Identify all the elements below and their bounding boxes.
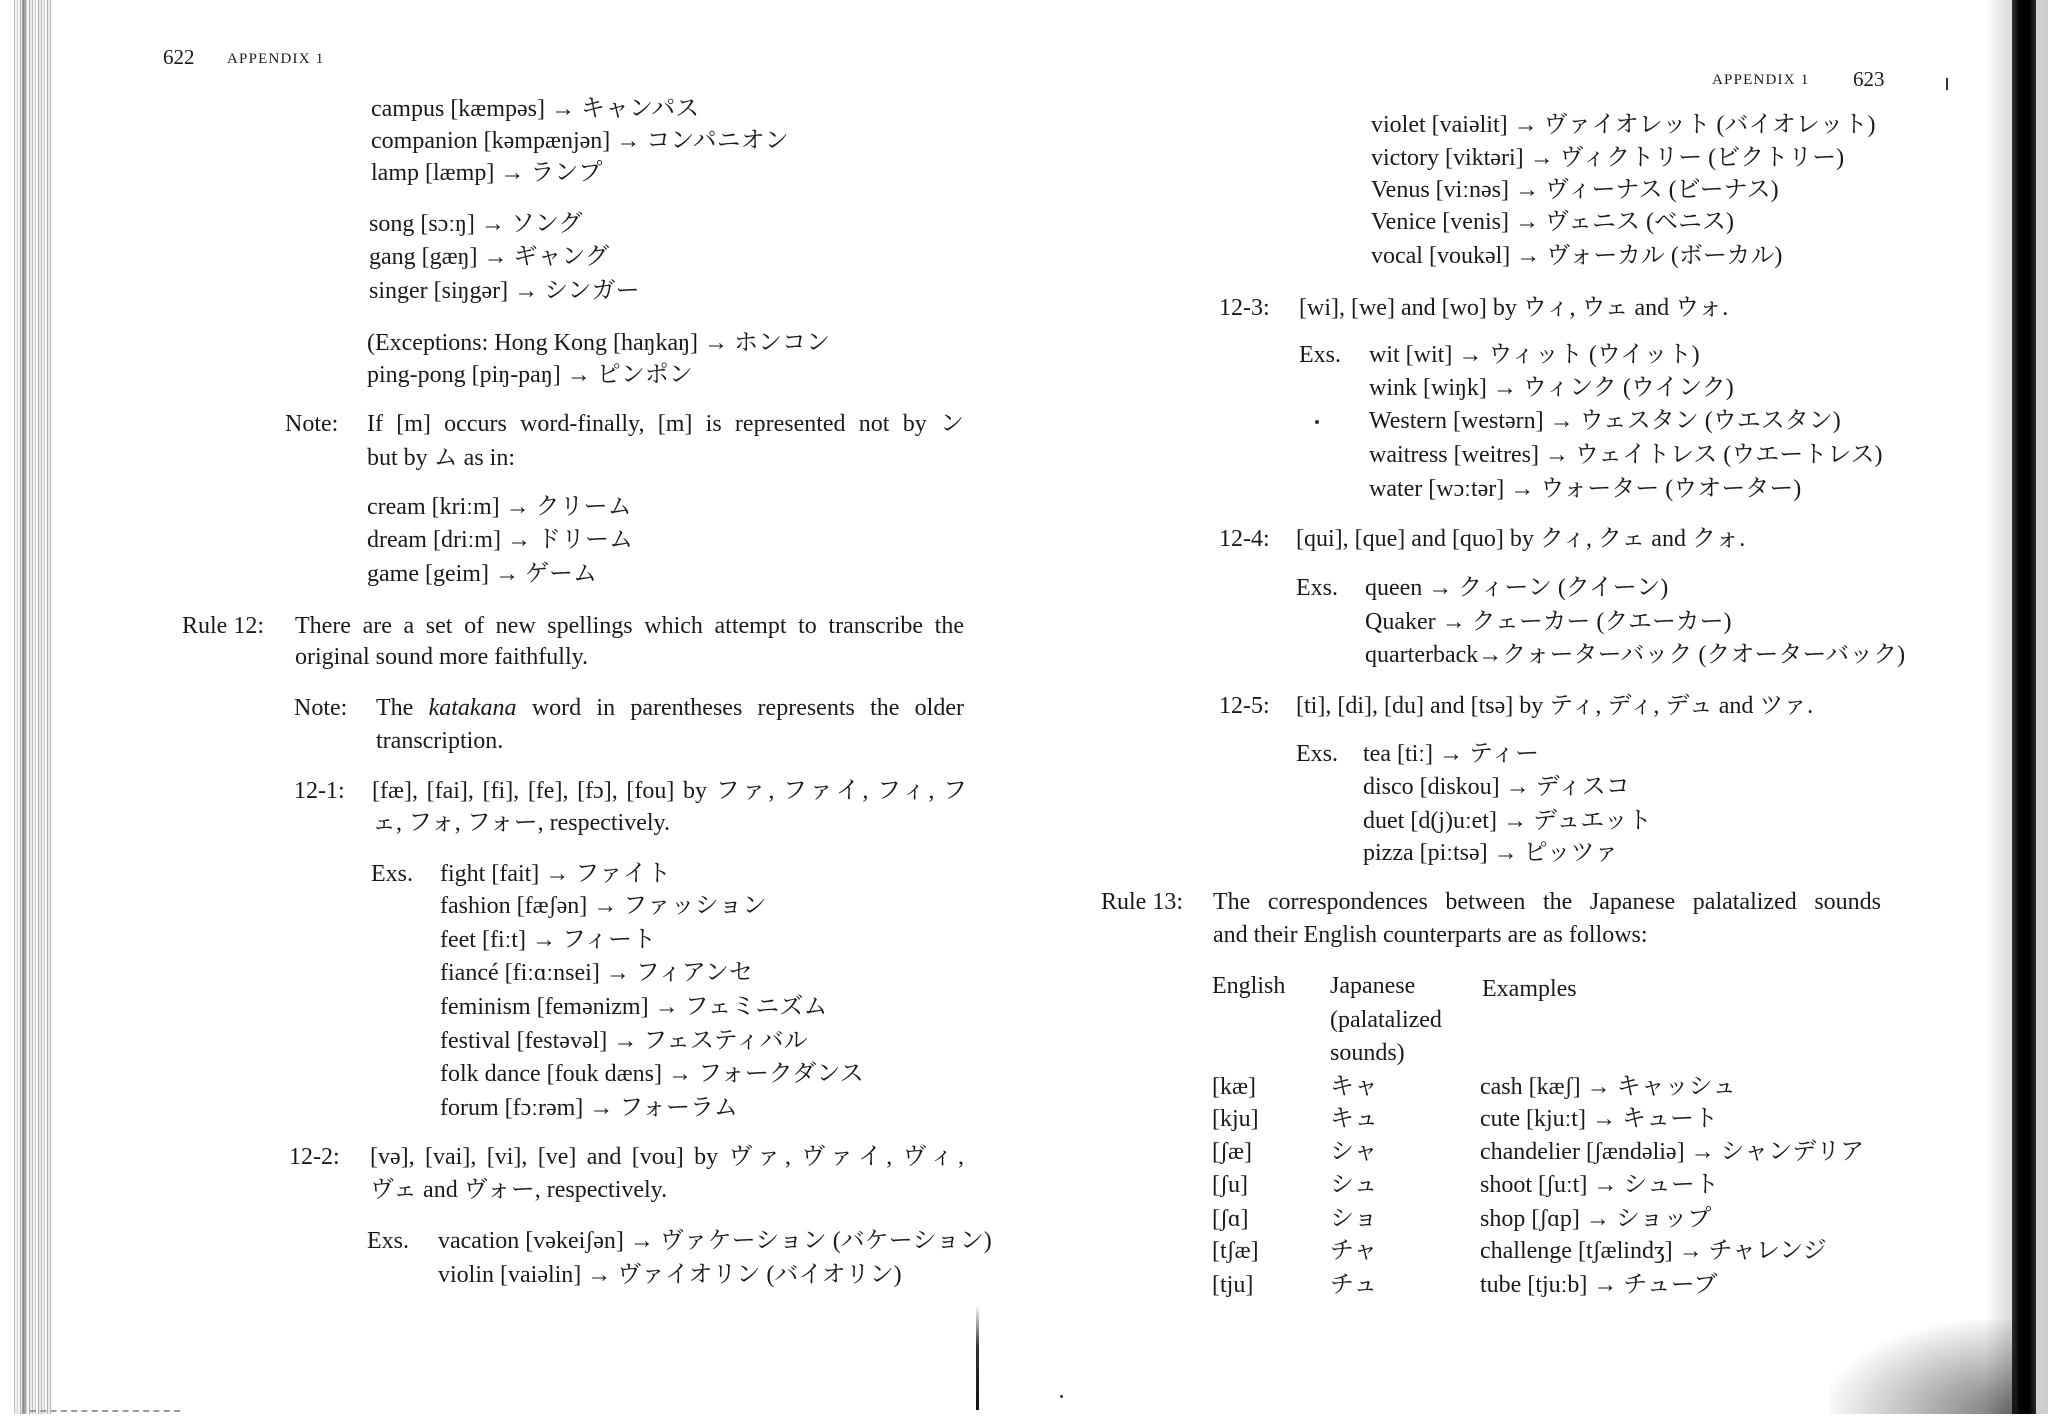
exs-label: Exs.: [367, 1228, 409, 1254]
exceptions-line: (Exceptions: Hong Kong [haŋkaŋ] → ホンコン: [367, 330, 830, 356]
subrule-label: 12-1:: [294, 778, 345, 804]
subrule-text: [qui], [que] and [quo] by クィ, クェ and クォ.: [1296, 526, 1746, 552]
table-header-examples: Examples: [1482, 976, 1577, 1002]
example-line: Western [westərn] → ウェスタン (ウエスタン): [1369, 408, 1841, 434]
subrule-text: [ti], [di], [du] and [tsə] by ティ, ディ, デュ and ツァ.: [1296, 693, 1814, 719]
table-cell-english: [kju]: [1212, 1106, 1259, 1132]
example-line: wink [wiŋk] → ウィンク (ウインク): [1369, 375, 1734, 401]
table-cell-english: [ʃɑ]: [1212, 1206, 1249, 1232]
example-line: gang [gæŋ] → ギャング: [369, 244, 610, 270]
table-cell-example: chandelier [ʃændəliə] → シャンデリア: [1480, 1139, 1865, 1165]
table-cell-example: shoot [ʃuːt] → シュート: [1480, 1172, 1719, 1198]
exs-label: Exs.: [1296, 575, 1338, 601]
scan-corner-shadow: [1830, 1320, 2015, 1414]
note-text-part: word in parentheses represents the older: [531, 695, 964, 721]
example-line: feet [fiːt] → フィート: [440, 927, 657, 953]
subrule-label: 12-2:: [289, 1144, 340, 1170]
table-cell-japanese: シュ: [1330, 1172, 1378, 1198]
running-head: APPENDIX 1: [227, 51, 325, 67]
rule-text: original sound more faithfully.: [295, 644, 589, 670]
table-cell-english: [kæ]: [1212, 1074, 1256, 1100]
example-line: cream [kriːm] → クリーム: [367, 494, 632, 520]
example-line: water [wɔːtər] → ウォーター (ウオーター): [1369, 476, 1802, 502]
table-cell-english: [tʃæ]: [1212, 1238, 1259, 1264]
note-text: If [m] occurs word-finally, [m] is represented not by ン: [367, 411, 964, 437]
exs-label: Exs.: [1299, 342, 1341, 368]
example-line: wit [wit] → ウィット (ウイット): [1369, 342, 1700, 368]
table-cell-example: cash [kæʃ] → キャッシュ: [1480, 1074, 1737, 1100]
page-number: 622: [163, 45, 195, 69]
example-line: companion [kəmpænjən] → コンパニオン: [371, 128, 789, 154]
example-line: game [geim] → ゲーム: [367, 561, 597, 587]
example-line: dream [driːm] → ドリーム: [367, 527, 633, 553]
table-cell-example: challenge [tʃælindʒ] → チャレンジ: [1480, 1238, 1827, 1264]
example-line: tea [tiː] → ティー: [1363, 741, 1540, 767]
exceptions-line: ping-pong [piŋ-paŋ] → ピンポン: [367, 362, 693, 388]
table-cell-english: [tju]: [1212, 1272, 1254, 1298]
table-cell-japanese: チュ: [1330, 1272, 1378, 1298]
note-text: transcription.: [376, 728, 504, 754]
example-line: fight [fait] → ファイト: [440, 861, 671, 887]
example-line: violin [vaiəlin] → ヴァイオリン (バイオリン): [438, 1262, 902, 1288]
example-line: quarterback→クォーターバック (クオーターバック): [1365, 642, 1906, 668]
example-line: pizza [piːtsə] → ピッツァ: [1363, 840, 1619, 866]
example-line: victory [viktəri] → ヴィクトリー (ビクトリー): [1371, 145, 1845, 171]
example-line: forum [fɔːrəm] → フォーラム: [440, 1095, 738, 1121]
table-cell-english: [ʃu]: [1212, 1172, 1248, 1198]
example-line: folk dance [fouk dæns] → フォークダンス: [440, 1061, 864, 1087]
example-line: festival [festəvəl] → フェスティバル: [440, 1028, 808, 1054]
example-line: Venus [viːnəs] → ヴィーナス (ビーナス): [1371, 177, 1779, 203]
running-head: APPENDIX 1: [1712, 72, 1810, 88]
table-cell-japanese: シャ: [1330, 1139, 1378, 1165]
example-line: lamp [læmp] → ランプ: [371, 160, 603, 186]
note-text: [376, 693, 964, 723]
scan-edge-left: [14, 0, 52, 1414]
rule-text: and their English counterparts are as follows:: [1213, 922, 1648, 948]
example-line: feminism [femənizm] → フェミニズム: [440, 994, 828, 1020]
note-text-italic: katakana: [428, 695, 517, 721]
exs-label: Exs.: [371, 861, 413, 887]
example-line: duet [d(j)uːet] → デュエット: [1363, 808, 1652, 834]
table-cell-japanese: ショ: [1330, 1206, 1378, 1232]
table-cell-japanese: キャ: [1330, 1074, 1378, 1100]
exs-label: Exs.: [1296, 741, 1338, 767]
scan-bottom-line: [30, 1410, 180, 1412]
example-line: singer [siŋgər] → シンガー: [369, 278, 640, 304]
subrule-label: 12-4:: [1219, 526, 1270, 552]
speck: [1060, 1395, 1063, 1398]
example-line: campus [kæmpəs] → キャンパス: [371, 96, 700, 122]
table-cell-english: [ʃæ]: [1212, 1139, 1252, 1165]
example-line: vocal [voukəl] → ヴォーカル (ボーカル): [1371, 243, 1783, 269]
example-line: violet [vaiəlit] → ヴァイオレット (バイオレット): [1371, 112, 1876, 138]
subrule-text: [və], [vai], [vi], [ve] and [vou] by ヴァ, ヴァイ, ヴィ,: [370, 1144, 964, 1170]
rule-text: The correspondences between the Japanese palatalized sounds: [1213, 889, 1881, 915]
subrule-text: ヴェ and ヴォー, respectively.: [370, 1177, 668, 1203]
note-text: but by ム as in:: [367, 445, 515, 471]
example-line: vacation [vəkeiʃən] → ヴァケーション (バケーション): [438, 1228, 992, 1254]
example-line: fashion [fæʃən] → ファッション: [440, 893, 767, 919]
example-line: fiancé [fiːɑːnsei] → フィアンセ: [440, 960, 753, 986]
scan-edge-left-line: [22, 0, 26, 1414]
example-line: waitress [weitres] → ウェイトレス (ウエートレス): [1369, 442, 1883, 468]
table-cell-example: cute [kjuːt] → キュート: [1480, 1106, 1718, 1132]
subrule-label: 12-3:: [1219, 295, 1270, 321]
speck: [1315, 420, 1319, 424]
table-header-japanese: sounds): [1330, 1040, 1405, 1066]
table-header-english: English: [1212, 973, 1286, 999]
example-line: disco [diskou] → ディスコ: [1363, 774, 1630, 800]
rule-label: Rule 12:: [182, 613, 264, 639]
subrule-text: ェ, フォ, フォー, respectively.: [372, 810, 670, 836]
example-line: Quaker → クェーカー (クエーカー): [1365, 609, 1732, 635]
rule-text: There are a set of new spellings which attempt to transcribe the: [295, 613, 964, 639]
table-cell-example: shop [ʃɑp] → ショップ: [1480, 1206, 1712, 1232]
subrule-text: [wi], [we] and [wo] by ウィ, ウェ and ウォ.: [1299, 295, 1729, 321]
table-header-japanese: (palatalized: [1330, 1007, 1442, 1033]
note-label: Note:: [294, 695, 348, 721]
table-cell-japanese: キュ: [1330, 1106, 1378, 1132]
page-number: 623: [1853, 67, 1885, 91]
scan-edge-right: [2012, 0, 2036, 1414]
table-cell-example: tube [tjuːb] → チューブ: [1480, 1272, 1718, 1298]
example-line: queen → クィーン (クイーン): [1365, 575, 1669, 601]
note-label: Note:: [285, 411, 339, 437]
example-line: Venice [venis] → ヴェニス (ベニス): [1371, 209, 1734, 235]
table-header-japanese: Japanese: [1330, 973, 1416, 999]
note-text-part: The: [376, 695, 414, 721]
rule-label: Rule 13:: [1101, 889, 1183, 915]
subrule-text: [fæ], [fai], [fi], [fe], [fɔ], [fou] by ファ, ファイ, フィ, フ: [372, 778, 967, 804]
spine-mark: [976, 1305, 979, 1410]
table-cell-japanese: チャ: [1330, 1238, 1378, 1264]
example-line: song [sɔːŋ] → ソング: [369, 211, 583, 237]
subrule-label: 12-5:: [1219, 693, 1270, 719]
margin-mark: [1946, 78, 1948, 90]
